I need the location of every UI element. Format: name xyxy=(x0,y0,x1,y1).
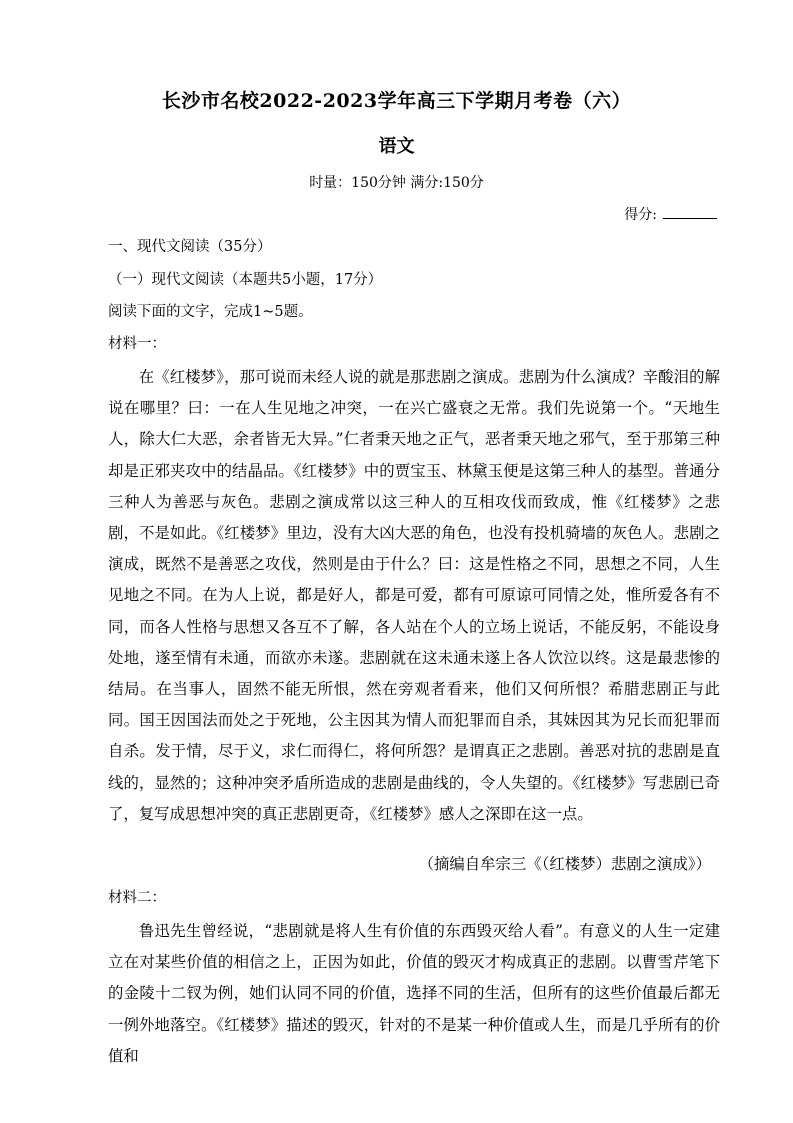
section-heading: 一、现代文阅读（35分） xyxy=(108,239,272,255)
score-label: 得分: xyxy=(624,207,657,223)
material1-paragraph: 在《红楼梦》，那可说而未经人说的就是那悲剧之演成。悲剧为什么演成？辛酸泪的解说在哪里？曰：一在人生见地之冲突，一在兴亡盛衰之无常。我们先说第一个。“天地生人，除大仁大恶，余者皆无大异。”仁者秉天地之正气，恶者秉天地之邪气，至于那第三种却是正邪夹攻中的结晶品。《红楼梦》中的贾宝玉、林黛玉便是这第三种人的基型。普通分三种人为善恶与灰色。悲剧之演成常以这三种人的互相攻伐而致成，惟《红楼梦》之悲剧，不是如此。《红楼梦》里边，没有大凶大恶的角色，也没有投机骑墙的灰色人。悲剧之演成，既然不是善恶之攻伐，然则是由于什么？曰：这是性格之不同，思想之不同，人生见地之不同。在为人上说，都是好人，都是可爱，都有可原谅可同情之处，惟所爱各有不同，而各人性格与思想又各互不了解，各人站在个人的立场上说话，不能反躬，不能设身处地，遂至情有未通，而欲亦未遂。悲剧就在这未通未遂上各人饮泣以终。这是最悲惨的结局。在当事人，固然不能无所恨，然在旁观者看来，他们又何所恨？希腊悲剧正与此同。国王因国法而处之于死地，公主因其为情人而犯罪而自杀，其妹因其为兄长而犯罪而自杀。发于情，尽于义，求仁而得仁，将何所怨？是谓真正之悲剧。善恶对抗的悲剧是直线的，显然的；这种冲突矛盾所造成的悲剧是曲线的，令人失望的。《红楼梦》写悲剧已奇了，复写成思想冲突的真正悲剧更奇，《红楼梦》感人之深即在这一点。 xyxy=(108,368,720,823)
material1-source: （摘编自牟宗三《（红楼梦）悲剧之演成》） xyxy=(418,855,711,873)
material1-label: 材料一： xyxy=(108,336,166,352)
subsection-heading: （一）现代文阅读（本题共5小题，17分） xyxy=(108,272,383,288)
subject-title: 语文 xyxy=(378,136,415,157)
exam-title: 长沙市名校2022-2023学年高三下学期月考卷（六） xyxy=(161,90,632,112)
material2-paragraph: 鲁迅先生曾经说，“悲剧就是将人生有价值的东西毁灭给人看”。有意义的人生一定建立在对某些价值的相信之上，正因为如此，价值的毁灭才构成真正的悲剧。以曹雪芹笔下的金陵十二钗为例，她们认同不同的价值，选择不同的生活，但所有的这些价值最后都无一例外地落空。《红楼梦》描述的毁灭，针对的不是某一种价值或人生，而是几乎所有的价值和 xyxy=(108,922,720,1065)
score-blank xyxy=(663,204,717,219)
time-and-score-info: 时量：150分钟 满分:150分 xyxy=(309,175,484,191)
material2-label: 材料二： xyxy=(108,890,166,906)
instruction-text: 阅读下面的文字，完成1~5题。 xyxy=(108,304,313,320)
score-field xyxy=(624,204,717,224)
